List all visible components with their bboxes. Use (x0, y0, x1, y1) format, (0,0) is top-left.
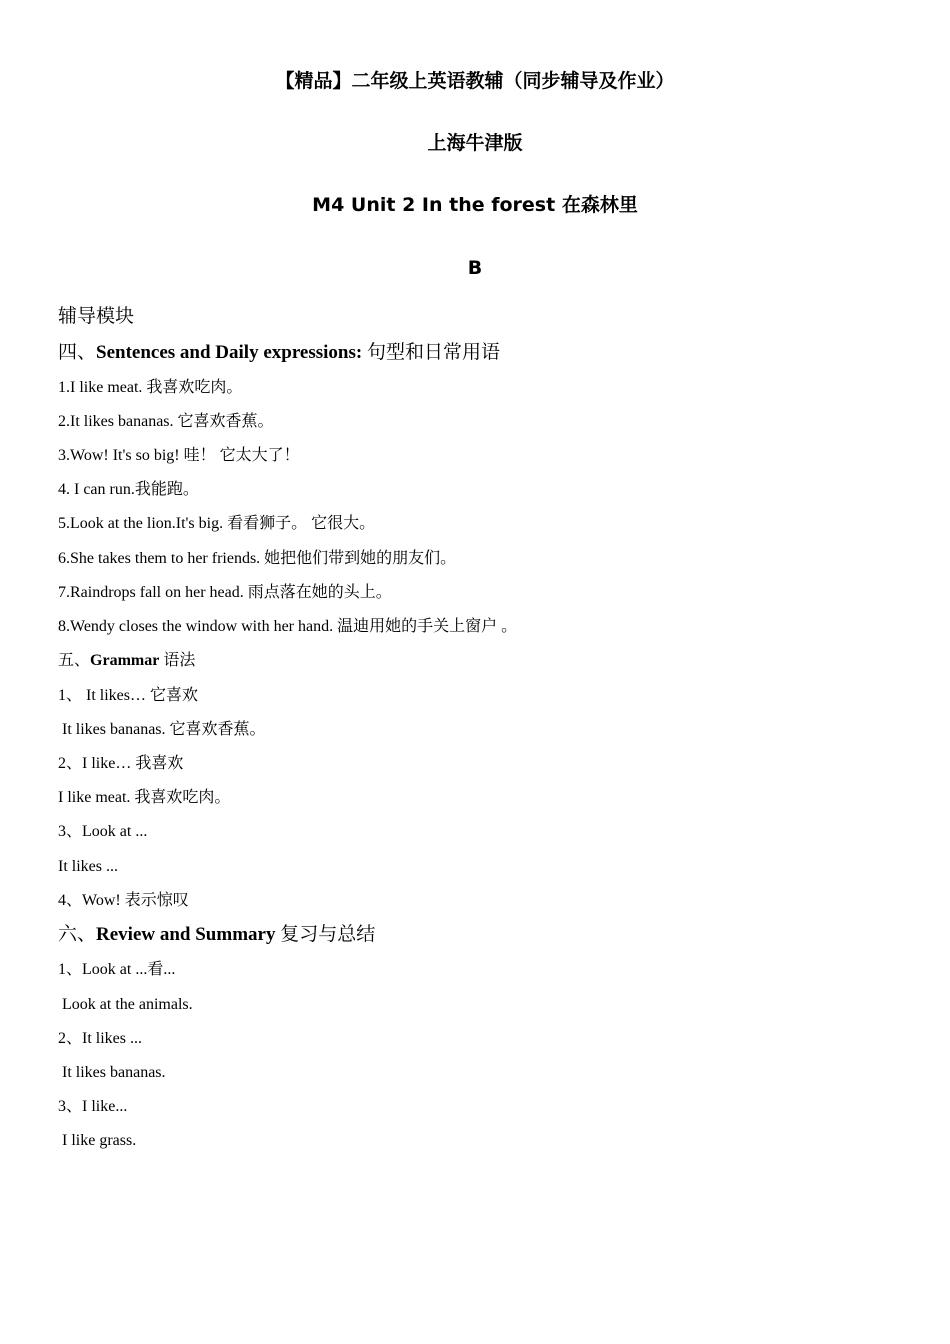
section-4-number: 四、 (58, 342, 97, 363)
section-4-title-cn: 句型和日常用语 (362, 342, 500, 363)
grammar-example: I like meat. 我喜欢吃肉。 (58, 789, 231, 806)
review-item: 2、It likes ... (58, 1030, 142, 1047)
grammar-example: It likes ... (58, 858, 118, 875)
section-5-heading (58, 650, 195, 672)
section-6-number: 六、 (58, 924, 97, 945)
section-4-heading (58, 341, 500, 365)
sentence-item: 4. I can run.我能跑。 (58, 481, 199, 498)
sentence-item: 2.It likes bananas. 它喜欢香蕉。 (58, 413, 274, 430)
grammar-item: 1、 It likes… 它喜欢 (58, 687, 198, 704)
level-label: B (467, 257, 483, 279)
document-edition: 上海牛津版 (427, 132, 523, 154)
sentence-item: 3.Wow! It's so big! 哇！ 它太大了！ (58, 447, 300, 464)
review-example: Look at the animals. (62, 996, 193, 1013)
section-6-title-cn: 复习与总结 (275, 924, 376, 945)
module-label: 辅导模块 (58, 306, 135, 327)
sentence-item: 6.She takes them to her friends. 她把他们带到她的朋友们。 (58, 550, 457, 567)
unit-title: M4 Unit 2 In the forest 在森林里 (312, 194, 638, 216)
review-example: I like grass. (62, 1132, 137, 1149)
document-title: 【精品】二年级上英语教辅（同步辅导及作业） (275, 70, 675, 92)
sentence-item: 5.Look at the lion.It's big. 看看狮子。 它很大。 (58, 515, 376, 532)
sentence-item: 7.Raindrops fall on her head. 雨点落在她的头上。 (58, 584, 392, 601)
section-5-title: Grammar (90, 652, 160, 669)
section-5-number: 五、 (58, 652, 91, 669)
sentence-item: 8.Wendy closes the window with her hand. 温迪用她的手关上窗户 。 (58, 618, 518, 635)
grammar-example: It likes bananas. 它喜欢香蕉。 (62, 721, 266, 738)
review-item: 3、I like... (58, 1098, 128, 1115)
review-item: 1、Look at ...看... (58, 961, 176, 978)
section-6-heading (58, 923, 375, 947)
section-5-title-cn: 语法 (159, 652, 196, 669)
section-4-title: Sentences and Daily expressions: (96, 342, 363, 363)
sentence-item: 1.I like meat. 我喜欢吃肉。 (58, 379, 243, 396)
grammar-item: 2、I like… 我喜欢 (58, 755, 184, 772)
section-6-title: Review and Summary (96, 924, 276, 945)
grammar-item: 4、Wow! 表示惊叹 (58, 892, 189, 909)
review-example: It likes bananas. (62, 1064, 166, 1081)
grammar-item: 3、Look at ... (58, 823, 148, 840)
